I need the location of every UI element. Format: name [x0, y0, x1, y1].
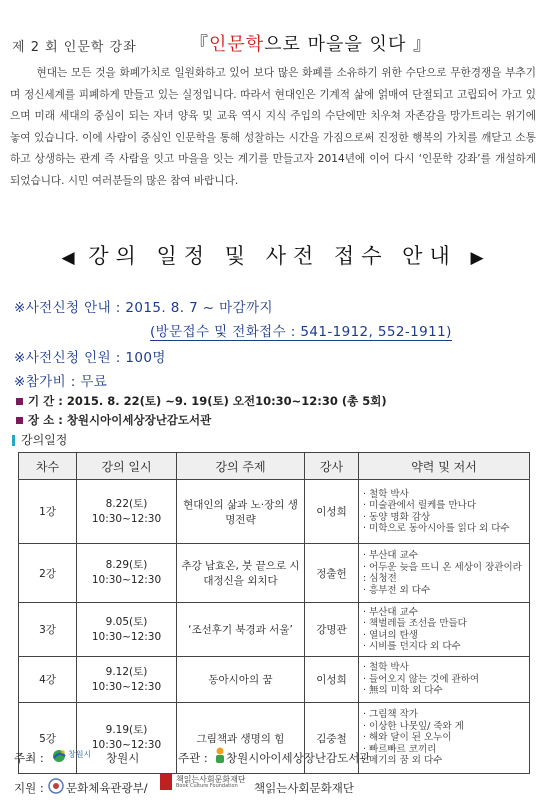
- ref-item: · 흥부전 외 다수: [363, 584, 431, 596]
- ref-item: · 어두운 늦을 뜨니 온 세상이 장관이라 : 심청전: [363, 561, 522, 584]
- ref-item: · 들어오지 않는 것에 관하여: [363, 673, 480, 685]
- foundation-logo-text-en: Book Culture Foundation: [176, 783, 238, 789]
- banner-text: 강의 일정 및 사전 접수 안내: [88, 244, 457, 268]
- title-rest: 으로 마을을 잇다 』: [264, 34, 433, 55]
- lecture-time: 10:30~12:30: [91, 512, 162, 525]
- info-place: [16, 412, 211, 428]
- info-period: [16, 393, 387, 409]
- lecture-topic: 그림책과 생명의 힘: [177, 703, 305, 774]
- sponsor-ministry: 문화체육관광부/: [66, 781, 148, 795]
- ministry-logo-icon: [48, 778, 64, 797]
- foundation-logo-icon: [160, 774, 172, 790]
- header-topic: 강의 주제: [177, 453, 305, 480]
- registration-capacity: ※사전신청 인원 : 100명: [14, 350, 166, 366]
- table-row: [19, 480, 530, 544]
- lecture-lecturer: 이성희: [305, 657, 359, 703]
- lecturer-refs: [359, 703, 530, 774]
- ref-item: · 그림책 작가: [363, 709, 418, 721]
- schedule-banner: [0, 240, 545, 270]
- ref-item: · 철학 박사: [363, 488, 409, 500]
- lecture-date: 9.12(토): [105, 665, 148, 678]
- left-arrow-icon: ◀: [61, 248, 75, 268]
- lecture-date: 8.22(토): [105, 497, 148, 510]
- lecture-topic: ‘조선후기 북경과 서울’: [177, 603, 305, 657]
- schedule-table: [18, 452, 530, 774]
- lecture-lecturer: 이성희: [305, 480, 359, 544]
- lecture-no: 2강: [19, 544, 77, 603]
- ref-item: · 빠르빠르 코끼리: [363, 743, 437, 755]
- ref-item: · 미학으로 동아시아를 읽다 외 다수: [363, 523, 510, 534]
- lecture-datetime: [77, 480, 177, 544]
- info-place-text: 장 소 : 창원시아이세상장난감도서관: [28, 413, 212, 427]
- lecturer-refs: [359, 657, 530, 703]
- ref-item: · 열녀의 탄생: [363, 629, 418, 641]
- ref-item: · 시비를 던지다 외 다수: [363, 641, 461, 652]
- table-header-row: [19, 453, 530, 480]
- table-row: [19, 544, 530, 603]
- lecture-date: 9.05(토): [105, 615, 148, 628]
- label-bar-icon: [12, 435, 15, 446]
- schedule-label: [12, 431, 67, 448]
- ref-item: · 동양 명화 감상: [363, 511, 431, 523]
- table-row: [19, 657, 530, 703]
- lecture-no: 1강: [19, 480, 77, 544]
- header-refs: 약력 및 저서: [359, 453, 530, 480]
- lecture-title: [190, 30, 432, 56]
- lecture-no: 5강: [19, 703, 77, 774]
- ref-item: · 부산대 교수: [363, 550, 418, 561]
- sponsor-foundation: 책읽는사회문화재단: [254, 781, 354, 795]
- lecture-time: 10:30~12:30: [91, 739, 162, 751]
- table-row: [19, 603, 530, 657]
- registration-method-text: (방문접수 및 전화접수 : 541-1912, 552-1911): [150, 324, 452, 340]
- bullet-square-icon: [16, 398, 23, 405]
- ref-item: · 해와 달이 된 오누이: [363, 732, 452, 744]
- ref-item: · 미술관에서 릴케를 만나다: [363, 500, 477, 511]
- lecture-lecturer: 강명관: [305, 603, 359, 657]
- lecture-datetime: [77, 603, 177, 657]
- lecturer-refs: [359, 480, 530, 544]
- series-label: 제 2 회 인문학 강좌: [12, 40, 137, 55]
- intro-paragraph: [10, 63, 536, 192]
- host-name: 창원시: [106, 751, 140, 765]
- bullet-square-icon: [16, 417, 23, 424]
- lecture-header: [0, 30, 545, 60]
- changwon-logo-text: 창원시: [68, 750, 92, 759]
- lecture-datetime: [77, 657, 177, 703]
- organizer-label: 주관 :: [178, 751, 208, 765]
- foundation-logo-text: 책읽는사회문화재단: [176, 775, 246, 784]
- right-arrow-icon: ▶: [470, 248, 484, 268]
- ref-item: · 철학 박사: [363, 662, 409, 674]
- lecture-time: 10:30~12:30: [91, 680, 162, 693]
- lecture-date: 9.19(토): [105, 724, 148, 736]
- lecture-no: 3강: [19, 603, 77, 657]
- lecture-topic: 동아시아의 꿈: [177, 657, 305, 703]
- lecturer-refs: [359, 603, 530, 657]
- header-no: 차수: [19, 453, 77, 480]
- lecture-topic: 현대인의 삶과 노·장의 생명전략: [177, 480, 305, 544]
- lecturer-refs: [359, 544, 530, 603]
- ref-item: · 책벌레들 조선을 만들다: [363, 618, 467, 629]
- ref-item: · 이상한 나뭇잎/ 죽와 게: [363, 720, 464, 732]
- title-open-bracket: 『: [190, 34, 209, 55]
- lecture-time: 10:30~12:30: [91, 574, 162, 586]
- registration-fee: ※참가비 : 무료: [14, 374, 108, 390]
- lecture-date: 8.29(토): [105, 559, 148, 571]
- header-lecturer: 강사: [305, 453, 359, 480]
- lecture-datetime: [77, 544, 177, 603]
- lecture-no: 4강: [19, 657, 77, 703]
- title-highlight: 인문학: [209, 34, 265, 55]
- registration-period: ※사전신청 안내 : 2015. 8. 7 ~ 마감까지: [14, 300, 273, 316]
- info-period-text: 기 간 : 2015. 8. 22(토) ~9. 19(토) 오전10:30~12:30 (총 5회): [28, 394, 387, 408]
- schedule-label-text: 강의일정: [21, 433, 68, 447]
- lecture-topic: 추강 남효온, 붓 끝으로 시대정신을 외치다: [177, 544, 305, 603]
- registration-method: [150, 320, 452, 340]
- ref-item: · 無의 미학 외 다수: [363, 685, 443, 697]
- intro-text: 현대는 모든 것을 화폐가치로 일원화하고 있어 보다 많은 화폐를 소유하기 위한 수단으로 무한경쟁을 부추기며 정신세계를 피폐하게 만들고 있는 실정입니다. 따라서 현대인은 기계적 삶에 얽매여 단절되고 고립되어 가고 있으며 미래 세대의 중심이 되는 자녀 양육 및 교육 역시 지식 주입의 수단에만 치우쳐 자존감을 망가트리는 위기에 놓여 있습니다. 이에 사람이 중심인 인문학을 통해 성찰하는 시간을 가짐으로써 진정한 행복의 가치를 깨닫고 소통하고 상생하는 관계 즉 사람을 잇고 마을을 잇는 계기를 만들고자 2014년에 이어 다시 ‘인문학 강좌’를 개설하게 되었습니다. 시민 여러분들의 많은 참여 바랍니다.: [10, 67, 536, 187]
- organizer-name: 창원시아이세상장난감도서관: [226, 751, 371, 765]
- ref-item: · 메기의 꿈 외 다수: [363, 755, 443, 767]
- lecture-time: 10:30~12:30: [91, 630, 162, 643]
- changwon-logo: [52, 747, 92, 768]
- sponsor-label: 지원 :: [14, 781, 44, 795]
- ref-item: · 부산대 교수: [363, 606, 418, 618]
- host-label: 주최 :: [14, 751, 44, 765]
- lecture-lecturer: 김중철: [305, 703, 359, 774]
- lecture-lecturer: 정출헌: [305, 544, 359, 603]
- header-date: 강의 일시: [77, 453, 177, 480]
